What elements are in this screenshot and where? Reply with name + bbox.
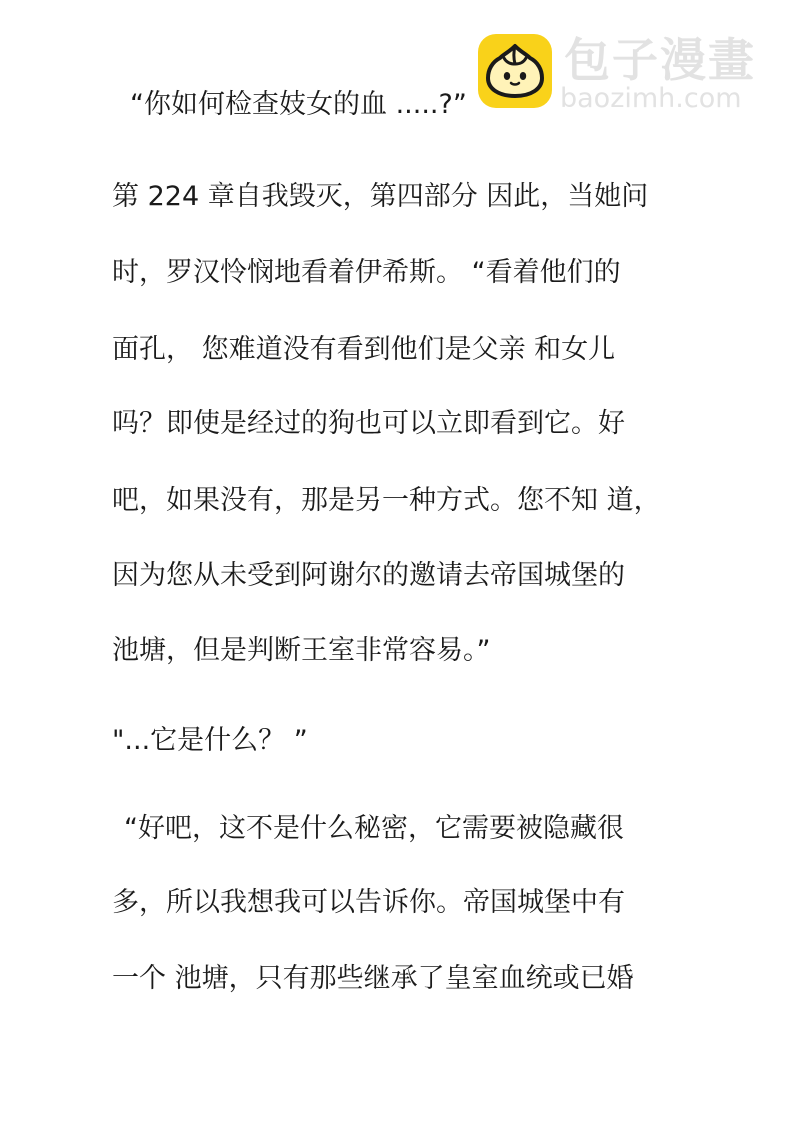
- text-line: “好吧，这不是什么秘密，它需要被隐藏很: [124, 813, 624, 844]
- watermark-domain: baozimh.com: [560, 83, 742, 114]
- text-line: “你如何检查妓女的血 .....?”: [130, 89, 467, 120]
- text-line: 时，罗汉怜悯地看着伊希斯。 “看着他们的: [112, 257, 621, 288]
- watermark-brand-chinese: 包子漫畫: [564, 33, 756, 87]
- text-line: 面孔， 您难道没有看到他们是父亲 和女儿: [112, 334, 616, 365]
- text-line: "...它是什么？ ”: [112, 725, 308, 756]
- text-line: 一个 池塘，只有那些继承了皇室血统或已婚: [112, 963, 634, 994]
- text-line: 池塘，但是判断王室非常容易。”: [112, 635, 491, 666]
- text-line: 因为您从未受到阿谢尔的邀请去帝国城堡的: [112, 560, 625, 591]
- text-line: 吗？即使是经过的狗也可以立即看到它。好: [112, 408, 625, 439]
- text-line: 多，所以我想我可以告诉你。帝国城堡中有: [112, 887, 625, 918]
- text-line: 第 224 章自我毁灭，第四部分 因此，当她问: [112, 181, 649, 212]
- text-line: 吧，如果没有，那是另一种方式。您不知 道，: [112, 485, 661, 516]
